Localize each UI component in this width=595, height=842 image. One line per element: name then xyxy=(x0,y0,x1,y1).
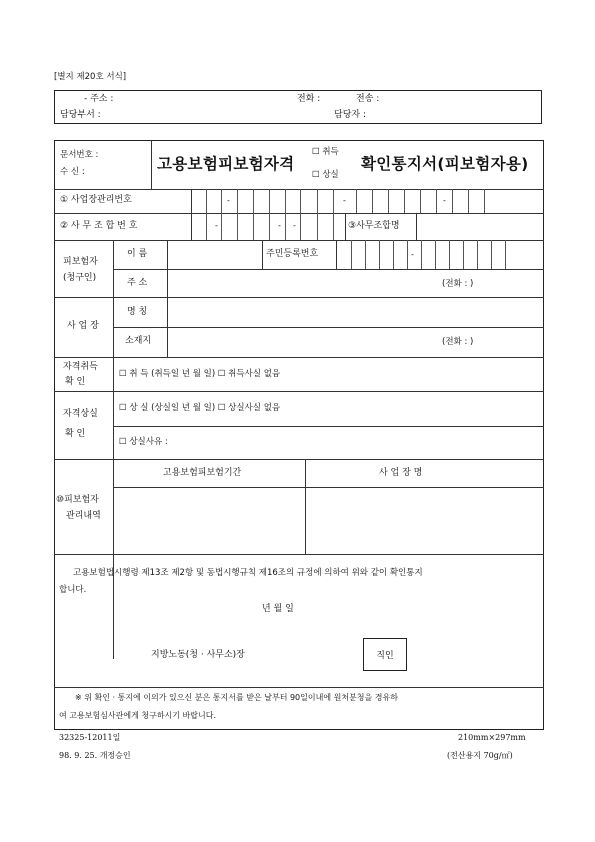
option-acquire: ☐ 취득 xyxy=(312,147,339,157)
loss-reason: ☐ 상실사유 : xyxy=(119,437,168,447)
person-in-charge-label: 담당자 : xyxy=(334,110,366,120)
body-line-1: 고용보험법시행령 제13조 제2항 및 동법시행규칙 제16조의 규정에 의하여 위와 같이 확인통지 xyxy=(73,568,423,578)
history-label-1: ⑩피보험자 xyxy=(56,495,99,505)
sender-address-label: - 주소 : xyxy=(84,94,114,104)
official-seal-box: 직인 xyxy=(363,638,407,671)
option-lose: ☐ 상실 xyxy=(312,170,339,180)
name-label: 이 름 xyxy=(127,249,148,259)
location-label: 소재지 xyxy=(125,336,152,346)
insured-sub-label: (청구인) xyxy=(63,273,97,283)
doc-number-label: 문서번호 : xyxy=(60,150,99,160)
form-code: 32325-12011일 xyxy=(59,733,121,742)
insured-address-label: 주 소 xyxy=(127,278,148,288)
location-phone-label: (전화 : ) xyxy=(442,337,474,347)
company-name-label: 명 칭 xyxy=(127,307,148,317)
header-divider xyxy=(151,140,152,189)
workplace-label: 사 업 장 xyxy=(67,321,99,331)
department-label: 담당부서 : xyxy=(60,110,101,120)
loss-label-1: 자격상실 xyxy=(63,409,98,419)
paper-spec: (전산용지 70g/㎡) xyxy=(447,751,513,760)
form-title-right: 확인통지서(피보험자용) xyxy=(361,155,529,173)
office-number-label: ② 사 무 조 합 번 호 xyxy=(60,221,138,231)
insured-phone-label: (전화 : ) xyxy=(442,279,474,289)
sender-phone-label: 전화 : xyxy=(297,94,321,104)
workplace-number-label: ① 사업장관리번호 xyxy=(60,195,132,205)
acquisition-label-2: 확 인 xyxy=(65,377,86,387)
sender-fax-label: 전송 : xyxy=(356,94,380,104)
form-title-left: 고용보험피보험자격 xyxy=(157,155,295,173)
paper-size: 210mm×297mm xyxy=(458,733,526,742)
history-label-2: 관리내역 xyxy=(66,511,101,521)
form-number: [별지 제20호 서식] xyxy=(54,72,127,82)
office-name-label: ③사무조합명 xyxy=(348,221,400,231)
insured-label: 피보험자 xyxy=(63,257,98,267)
loss-label-2: 확 인 xyxy=(65,429,86,439)
acquisition-label-1: 자격취득 xyxy=(63,362,98,372)
notice-line-2: 여 고용보험심사관에게 청구하시기 바랍니다. xyxy=(59,711,217,720)
notice-line-1: ※ 위 확인 · 통지에 이의가 있으신 분은 통지서를 받은 날부터 90일이내에 원처분청을 경유하 xyxy=(75,693,398,702)
loss-options: ☐ 상 실 (상실일 년 월 일) ☐ 상실사실 없음 xyxy=(119,403,281,413)
body-line-2: 합니다. xyxy=(59,585,87,595)
col-workplace-name: 사 업 장 명 xyxy=(379,468,423,478)
col-insurance-period: 고용보험피보험기간 xyxy=(163,468,242,478)
recipient-label: 수 신 : xyxy=(60,167,85,177)
issuing-office: 지방노동(청 · 사무소)장 xyxy=(151,650,245,660)
approval-date: 98. 9. 25. 개정승인 xyxy=(59,751,131,760)
issue-date: 년 월 일 xyxy=(262,604,294,614)
acquisition-options: ☐ 취 득 (취득일 년 월 일) ☐ 취득사실 없음 xyxy=(119,369,281,379)
resident-number-label: 주민등록번호 xyxy=(266,249,319,259)
